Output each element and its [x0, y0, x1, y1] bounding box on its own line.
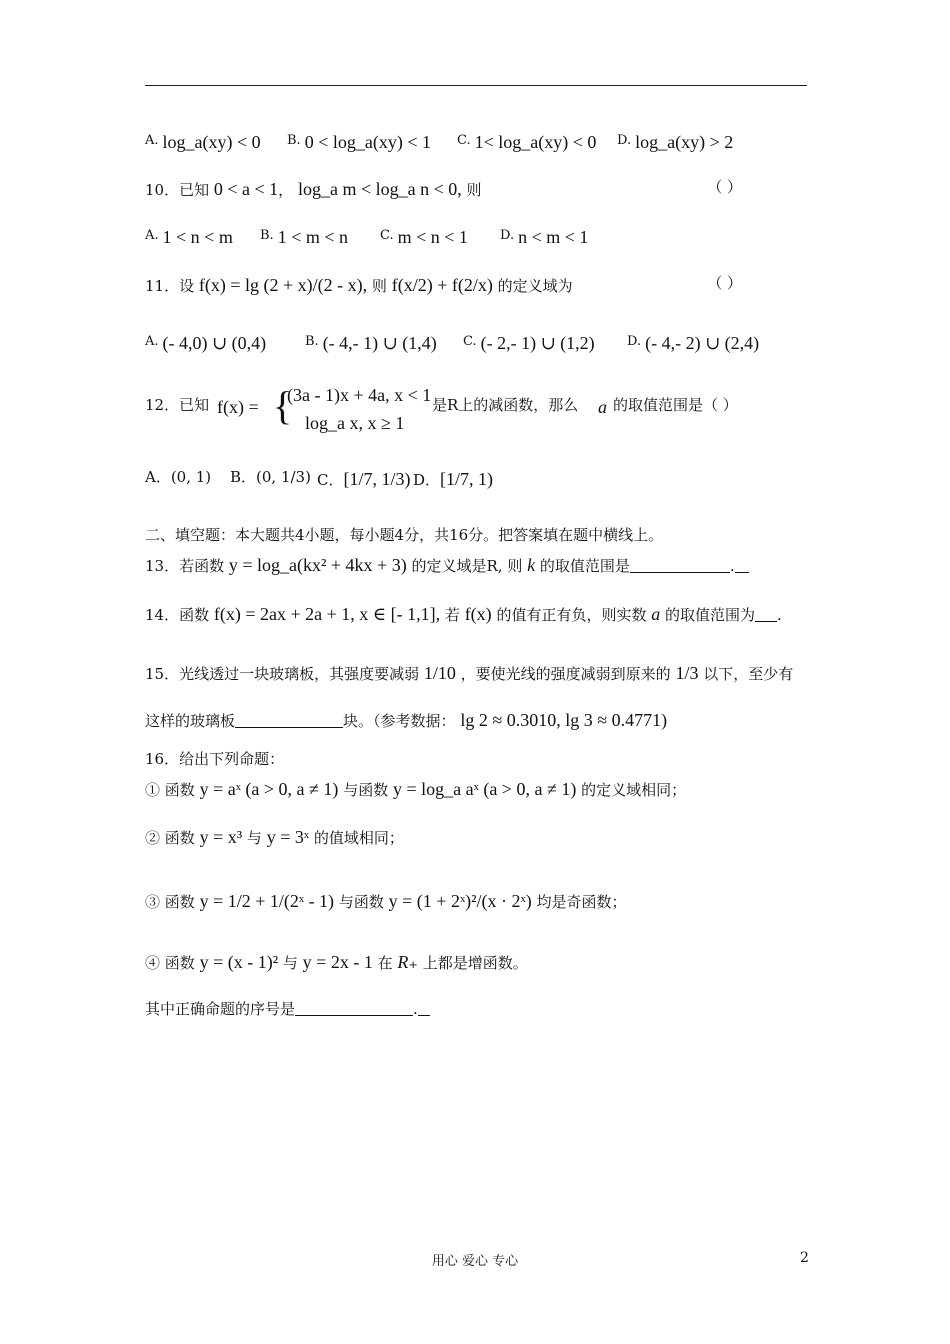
q12-option-c: [1/7, 1/3) [343, 469, 411, 489]
q16-p3-prefix: ③ 函数 [145, 893, 195, 911]
q13-blank-end [735, 572, 749, 573]
q15-line-1 [145, 664, 807, 682]
q9-option-d: log_a(xy) > 2 [635, 132, 734, 152]
q12-stem [145, 383, 807, 436]
option-d-label: D. [617, 133, 632, 148]
q16-p4-function-2: y = 2x - 1 [302, 952, 373, 972]
q16-p4-mid: 与 [282, 954, 298, 972]
q13-function: y = log_a(kx² + 4kx + 3) [228, 555, 407, 575]
option-c-label: C. [380, 228, 394, 243]
section-2-heading: 二、填空题：本大题共4小题，每小题4分，共16分。把答案填在题中横线上。 [145, 526, 664, 544]
page-number: 2 [800, 1250, 809, 1266]
option-c-label: C. [463, 334, 477, 349]
q12-variable: a [598, 397, 607, 417]
q16-p3-function-1: y = 1/2 + 1/(2ˣ - 1) [199, 891, 335, 911]
option-c-label: C． [317, 471, 344, 489]
q11-option-c: (- 2,- 1) ∪ (1,2) [480, 333, 595, 353]
q14-period: . [777, 606, 782, 624]
q16-p2-tail: 的值域相同； [313, 829, 404, 847]
q10-stem [145, 180, 807, 198]
header-rule [145, 85, 807, 86]
q11-number: 11．设 [145, 277, 195, 295]
q15-line-2 [145, 711, 807, 729]
q16-p3-mid: 与函数 [338, 893, 384, 911]
q16-proposition-1 [145, 780, 807, 798]
q9-option-a: log_a(xy) < 0 [162, 132, 261, 152]
option-b-label: B. [305, 334, 319, 349]
q16-answer-line [145, 1002, 807, 1017]
q16-p1-function-1: y = aˣ (a > 0, a ≠ 1) [199, 779, 339, 799]
q16-p4-mid-2: 在 [377, 954, 393, 972]
q16-proposition-3 [145, 892, 807, 910]
q16-blank-end [418, 1015, 430, 1016]
q15-answer-blank[interactable] [235, 727, 343, 728]
q16-p1-prefix: ① 函数 [145, 781, 195, 799]
q14-answer-blank[interactable] [755, 621, 777, 622]
q10-option-a: 1 < n < m [162, 227, 233, 247]
q12-option-b: B．(0, 1/3) [230, 468, 311, 486]
q10-option-d: n < m < 1 [518, 227, 589, 247]
q14-variable: a [651, 604, 661, 624]
q13-variable: k [527, 555, 536, 575]
q10-condition-1: 0 < a < 1 [213, 179, 279, 199]
q11-option-a: (- 4,0) ∪ (0,4) [162, 333, 267, 353]
option-c-label: C. [457, 133, 471, 148]
q16-p2-function-1: y = x³ [199, 827, 243, 847]
q16-p1-tail: 的定义域相同； [581, 781, 687, 799]
q16-title: 16．给出下列命题： [145, 750, 285, 768]
q14-tail: 的值有正有负，则实数 [496, 606, 647, 624]
q11-option-b: (- 4,- 1) ∪ (1,4) [322, 333, 437, 353]
q12-piece-2: log_a x, x ≥ 1 [305, 413, 405, 433]
q12-option-d: [1/7, 1) [440, 469, 494, 489]
q15-text-2: ，要使光线的强度减弱到原来的 [460, 665, 671, 683]
q16-p4-prefix: ④ 函数 [145, 954, 195, 972]
q10-number: 10．已知 [145, 181, 210, 199]
q15-fraction-1: 1/10 [423, 663, 456, 683]
q12-tail: 是R上的减函数，那么 [432, 396, 579, 414]
q16-p2-prefix: ② 函数 [145, 829, 195, 847]
option-d-label: D. [627, 334, 642, 349]
q16-period: . [413, 1000, 418, 1018]
option-a-label: A. [145, 228, 159, 243]
separator: ， [278, 181, 294, 199]
q16-answer-blank[interactable] [295, 1015, 413, 1016]
q12-number: 12．已知 [145, 396, 210, 414]
option-d-label: D. [500, 228, 515, 243]
q13-number: 13．若函数 [145, 557, 225, 575]
q11-option-d: (- 4,- 2) ∪ (2,4) [645, 333, 760, 353]
page-footer: 用心 爱心 专心 [431, 1254, 519, 1269]
q16-p2-mid: 与 [246, 829, 262, 847]
q10-then: 则 [466, 181, 482, 199]
q16-p3-function-2: y = (1 + 2ˣ)²/(x · 2ˣ) [388, 891, 532, 911]
option-d-label: D． [413, 471, 441, 489]
option-a-label: A. [145, 334, 159, 349]
option-a-label: A. [145, 133, 159, 148]
q11-then: 则 [371, 277, 387, 295]
q10-answer-paren: （ ） [707, 178, 742, 196]
q9-option-b: 0 < log_a(xy) < 1 [304, 132, 431, 152]
q11-answer-paren: （ ） [707, 274, 742, 292]
q14-mid: 若 [444, 606, 460, 624]
q15-text-4: 这样的玻璃板 [145, 712, 236, 730]
q10-condition-2: log_a m < log_a n < 0, [297, 179, 462, 199]
q16-proposition-4 [145, 953, 807, 971]
q16-p3-tail: 均是奇函数； [536, 893, 627, 911]
q16-p4-tail: 上都是增函数。 [422, 954, 528, 972]
q10-option-b: 1 < m < n [277, 227, 348, 247]
q13-tail: 的取值范围是 [539, 557, 630, 575]
q16-proposition-2 [145, 828, 807, 846]
q14-function-ref: f(x) [464, 604, 492, 624]
q12-f-label: f(x) = [217, 397, 259, 417]
q16-p4-function-1: y = (x - 1)² [199, 952, 279, 972]
q12-brace: { [273, 383, 293, 428]
q13-mid: 的定义域是R, 则 [411, 557, 523, 575]
q15-fraction-2: 1/3 [675, 663, 699, 683]
q12-option-a: A．(0, 1) [145, 468, 212, 486]
q14-tail-2: 的取值范围为 [665, 606, 756, 624]
q15-text-5: 块。（参考数据： [343, 712, 456, 730]
q10-option-c: m < n < 1 [397, 227, 468, 247]
option-b-label: B. [287, 133, 301, 148]
option-b-label: B. [260, 228, 274, 243]
q11-stem [145, 276, 807, 294]
q15-reference-data: lg 2 ≈ 0.3010, lg 3 ≈ 0.4771) [460, 710, 668, 730]
q15-text-3: 以下，至少有 [703, 665, 794, 683]
q16-p1-function-2: y = log_a aˣ (a > 0, a ≠ 1) [392, 779, 577, 799]
q15-text-1: 15．光线透过一块玻璃板，其强度要减弱 [145, 665, 420, 683]
q16-p1-mid: 与函数 [343, 781, 389, 799]
q14 [145, 605, 807, 623]
q13-answer-blank[interactable] [630, 572, 730, 573]
q9-option-c: 1< log_a(xy) < 0 [474, 132, 597, 152]
q16-answer-prompt: 其中正确命题的序号是 [145, 1000, 296, 1018]
q13-period: . [729, 557, 735, 575]
q11-function: f(x) = lg (2 + x)/(2 - x), [198, 275, 368, 295]
q11-tail: 的定义域为 [497, 277, 573, 295]
q12-tail-2: 的取值范围是（ ） [613, 396, 738, 414]
q16-p4-set: R₊ [397, 952, 418, 972]
q12-piece-1: (3a - 1)x + 4a, x < 1 [287, 385, 432, 405]
q14-function: f(x) = 2ax + 2a + 1, x ∈ [- 1,1], [213, 604, 441, 624]
q16-p2-function-2: y = 3ˣ [266, 827, 310, 847]
q14-number: 14．函数 [145, 606, 210, 624]
q13 [145, 556, 807, 574]
q11-expression: f(x/2) + f(2/x) [391, 275, 493, 295]
